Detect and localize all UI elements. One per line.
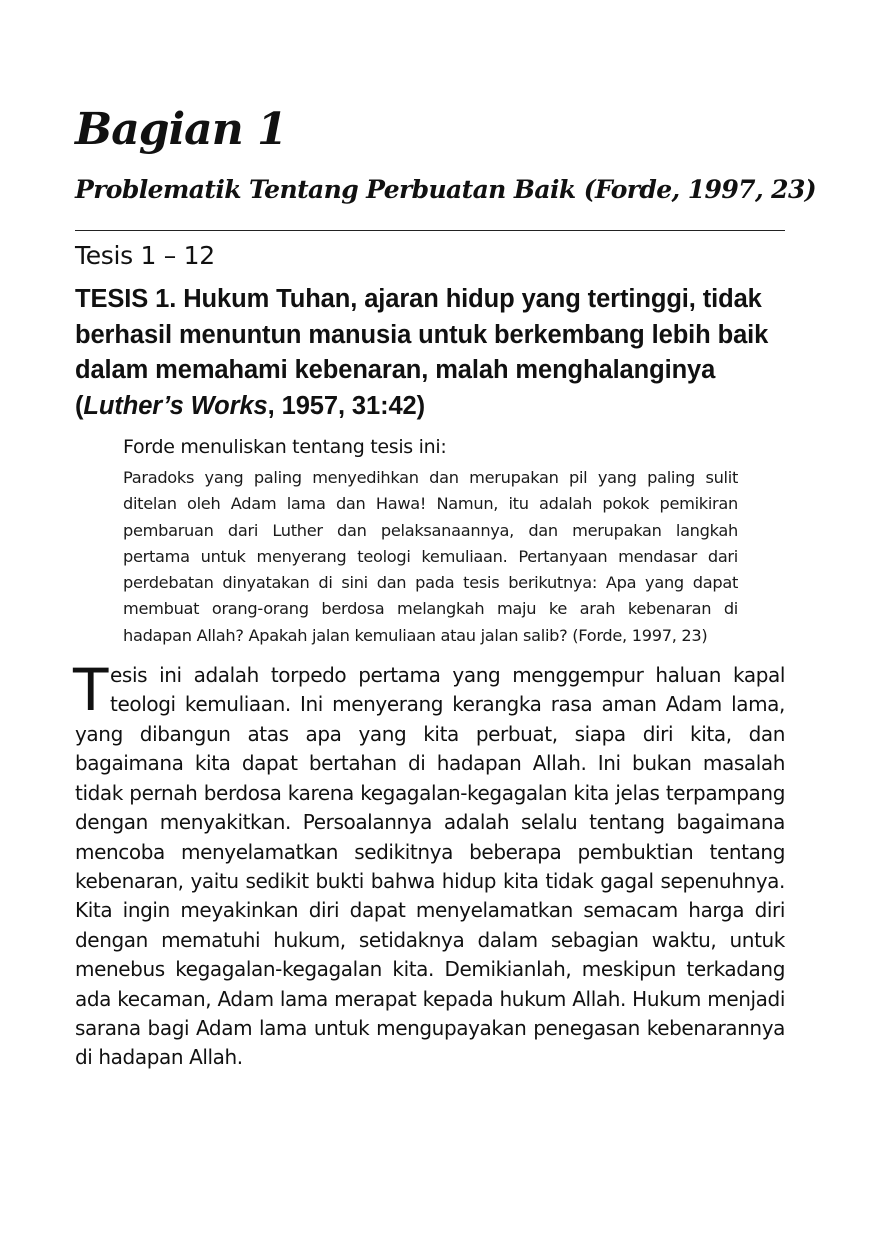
body-paragraph <box>73 656 785 1073</box>
thesis-heading-citation: , 1957, 31:42) <box>267 391 426 420</box>
thesis-heading-work-title: Luther’s Works <box>83 391 268 420</box>
thesis-heading-text: TESIS 1. Hukum Tuhan, ajaran hidup yang tertinggi, tidak berhasil menuntun manusia untuk berkembang lebih baik dalam memahami kebenaran, malah menghalanginya ( <box>75 285 769 420</box>
thesis-heading <box>75 282 785 424</box>
body-paragraph-text: esis ini adalah torpedo pertama yang menggempur haluan kapal teologi kemuliaan. Ini menyerang kerangka rasa aman Adam lama, yang dibangun atas apa yang kita perbuat, siapa diri kita, dan bagaimana kita dapat bertahan di hadapan Allah. Ini bukan masalah tidak pernah berdosa karena kegagalan-kegagalan kita jelas terpampang dengan menyakitkan. Persoalannya adalah selalu tentang bagaimana mencoba menyelamatkan sedikitnya beberapa pembuktian tentang kebenaran, yaitu sedikit bukti bahwa hidup kita tidak gagal sepenuhnya. Kita ingin meyakinkan diri dapat menyelamatkan semacam harga diri dengan mematuhi hukum, setidaknya dalam sebagian waktu, untuk menebus kegagalan-kegagalan kita. Demikianlah, meskipun terkadang ada kecaman, Adam lama merapat kepada hukum Allah. Hukum menjadi sarana bagi Adam lama untuk mengupayakan penegasan kebenarannya di hadapan Allah. <box>75 663 785 1070</box>
thesis-range-label: Tesis 1 – 12 <box>75 241 215 270</box>
quote-intro: Forde menuliskan tentang tesis ini: <box>123 436 447 458</box>
chapter-subtitle: Problematik Tentang Perbuatan Baik (Forde, 1997, 23) <box>75 175 816 204</box>
title-divider <box>75 230 785 231</box>
chapter-title: Bagian 1 <box>75 104 287 155</box>
book-page <box>73 100 816 1073</box>
block-quote <box>123 433 738 649</box>
drop-cap: T <box>73 656 109 725</box>
quote-text: Paradoks yang paling menyedihkan dan merupakan pil yang paling sulit ditelan oleh Adam lama dan Hawa! Namun, itu adalah pokok pemikiran pembaruan dari Luther dan pelaksanaannya, dan merupakan langkah pertama untuk menyerang teologi kemuliaan. Pertanyaan mendasar dari perdebatan dinyatakan di sini dan pada tesis berikutnya: Apa yang dapat membuat orang-orang berdosa melangkah maju ke arah kebenaran di hadapan Allah? Apakah jalan kemuliaan atau jalan salib? (Forde, 1997, 23) <box>123 468 738 645</box>
